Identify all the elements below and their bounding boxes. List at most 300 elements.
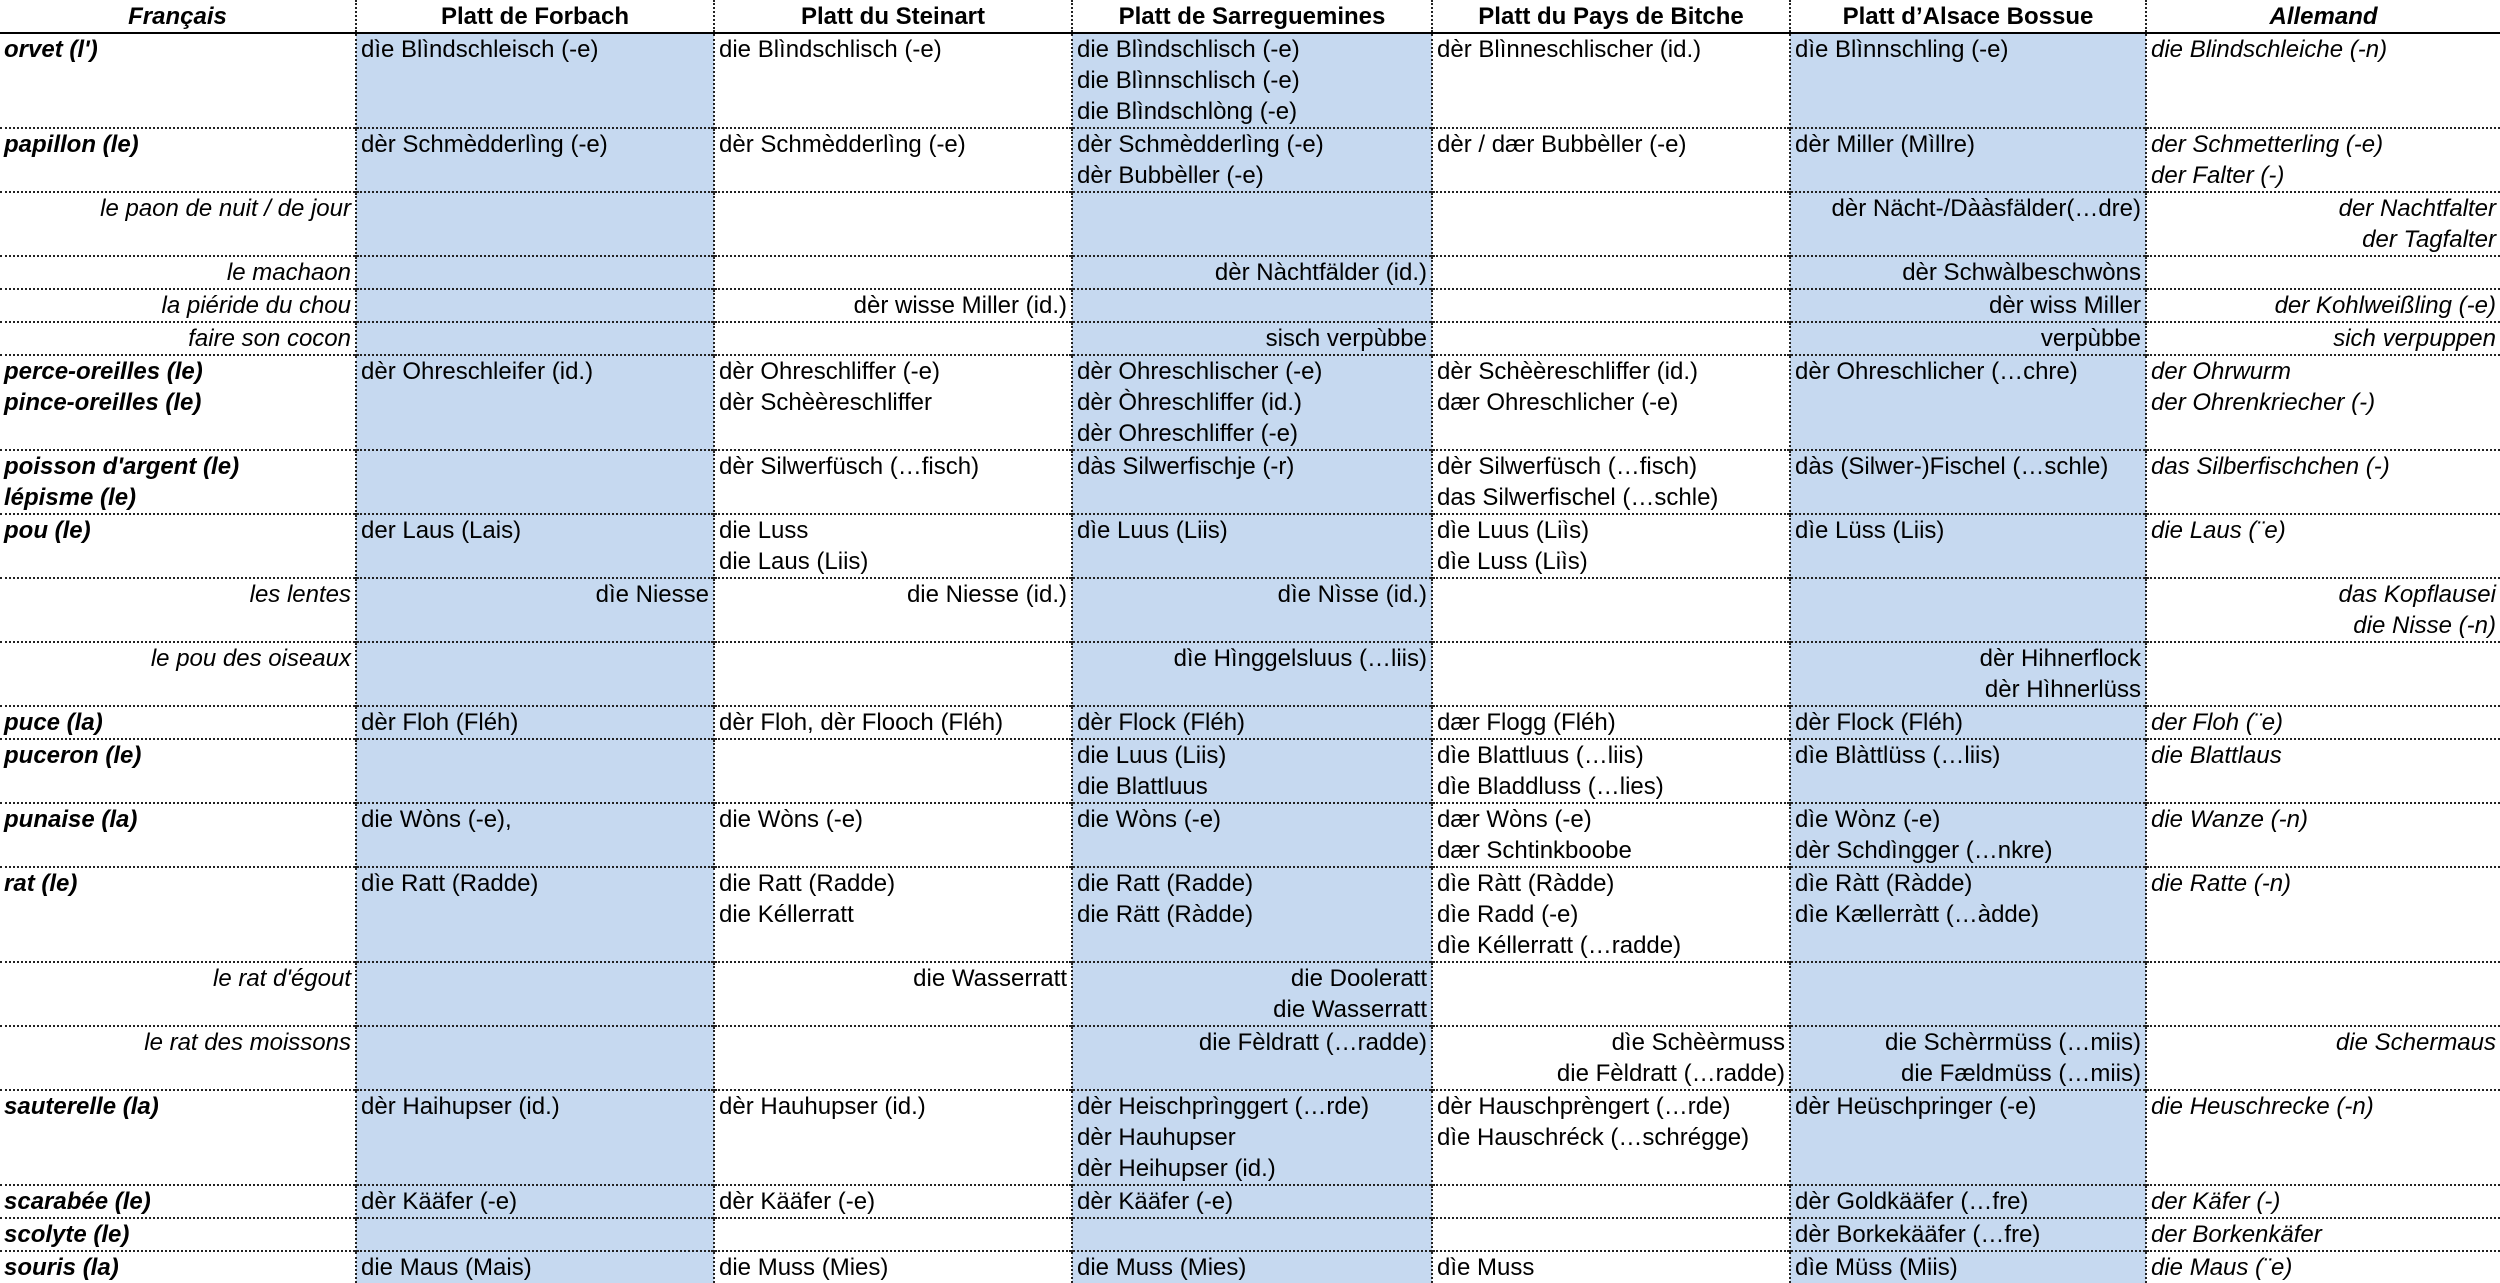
cell-text: die Luus (Liis) — [1077, 742, 1227, 769]
table-row — [0, 450, 2500, 514]
cell-bitche[interactable] — [1432, 706, 1790, 739]
cell-text: das Kopflausei — [2338, 581, 2496, 608]
cell-steinart[interactable] — [714, 1251, 1072, 1283]
cell-text: dìe Schèèrmuss — [1611, 1029, 1785, 1056]
cell-text: dèr Hauhupser — [1077, 1124, 1236, 1151]
cell-text: dèr Silwerfüsch (…fisch) — [1437, 453, 1698, 480]
cell-francais[interactable] — [0, 256, 356, 289]
cell-allemand[interactable] — [2146, 803, 2500, 867]
cell-text: dèr Kääfer (-e) — [719, 1188, 876, 1215]
cell-forbach[interactable] — [356, 642, 714, 706]
cell-sarreguemines[interactable] — [1072, 1185, 1432, 1218]
cell-text: die Wasserratt — [913, 965, 1067, 992]
cell-steinart[interactable] — [714, 322, 1072, 355]
cell-text: dìe Lüss (Liis) — [1795, 517, 1945, 544]
cell-text: dèr Schèèreschliffer — [719, 389, 932, 416]
cell-bitche[interactable] — [1432, 322, 1790, 355]
table-row — [0, 867, 2500, 962]
cell-text: die Ratte (-n) — [2151, 870, 2292, 897]
cell-francais[interactable] — [0, 450, 356, 514]
cell-steinart[interactable] — [714, 962, 1072, 1026]
cell-forbach[interactable] — [356, 33, 714, 128]
cell-sarreguemines[interactable] — [1072, 706, 1432, 739]
cell-text: puceron (le) — [4, 742, 142, 769]
cell-sarreguemines[interactable] — [1072, 739, 1432, 803]
cell-text: dèr Flock (Fléh) — [1077, 709, 1246, 736]
cell-text: der Laus (Lais) — [361, 517, 522, 544]
cell-allemand[interactable] — [2146, 322, 2500, 355]
cell-text: dìe Müss (Miis) — [1795, 1254, 1958, 1281]
cell-allemand[interactable] — [2146, 1251, 2500, 1283]
cell-text: dèr Hihnerflock — [1979, 645, 2141, 672]
cell-francais[interactable] — [0, 962, 356, 1026]
cell-text: dìe Ràtt (Ràdde) — [1437, 870, 1615, 897]
cell-text: dìe Luss (Liìs) — [1437, 548, 1588, 575]
cell-forbach[interactable] — [356, 962, 714, 1026]
cell-text: der Schmetterling (-e) — [2151, 131, 2384, 158]
cell-forbach[interactable] — [356, 578, 714, 642]
cell-sarreguemines[interactable] — [1072, 803, 1432, 867]
table-row — [0, 1185, 2500, 1218]
cell-text: dèr Hìhnerlüss — [1984, 676, 2141, 703]
header-bitche[interactable]: Platt du Pays de Bitche — [1432, 0, 1790, 33]
header-sarreguemines[interactable]: Platt de Sarreguemines — [1072, 0, 1432, 33]
cell-text: souris (la) — [4, 1254, 119, 1281]
table-row — [0, 128, 2500, 192]
cell-steinart[interactable] — [714, 1185, 1072, 1218]
cell-alsace-bossue[interactable] — [1790, 450, 2146, 514]
cell-francais[interactable] — [0, 739, 356, 803]
cell-bitche[interactable] — [1432, 803, 1790, 867]
cell-francais[interactable] — [0, 1218, 356, 1251]
cell-text: die Niesse (id.) — [906, 581, 1067, 608]
cell-allemand[interactable] — [2146, 450, 2500, 514]
cell-text: der Kohlweißling (-e) — [2274, 292, 2496, 319]
cell-allemand[interactable] — [2146, 867, 2500, 962]
cell-sarreguemines[interactable] — [1072, 1218, 1432, 1251]
cell-alsace-bossue[interactable] — [1790, 1218, 2146, 1251]
cell-sarreguemines[interactable] — [1072, 514, 1432, 578]
cell-bitche[interactable] — [1432, 450, 1790, 514]
cell-text: perce-oreilles (le) — [4, 358, 203, 385]
cell-bitche[interactable] — [1432, 289, 1790, 322]
cell-text: orvet (l') — [4, 36, 98, 63]
cell-text: dèr wiss Miller — [1988, 292, 2141, 319]
cell-sarreguemines[interactable] — [1072, 867, 1432, 962]
cell-sarreguemines[interactable] — [1072, 192, 1432, 256]
cell-text: dèr Schwàlbeschwòns — [1902, 259, 2141, 286]
cell-alsace-bossue[interactable] — [1790, 355, 2146, 450]
table-row — [0, 256, 2500, 289]
cell-forbach[interactable] — [356, 803, 714, 867]
cell-text: die Blattlaus — [2151, 742, 2282, 769]
cell-steinart[interactable] — [714, 1026, 1072, 1090]
cell-text: dèr / dær Bubbèller (-e) — [1437, 131, 1687, 158]
cell-forbach[interactable] — [356, 867, 714, 962]
cell-sarreguemines[interactable] — [1072, 289, 1432, 322]
cell-sarreguemines[interactable] — [1072, 1026, 1432, 1090]
table-row — [0, 355, 2500, 450]
cell-text: faire son cocon — [188, 325, 351, 352]
cell-allemand[interactable] — [2146, 514, 2500, 578]
cell-forbach[interactable] — [356, 1218, 714, 1251]
cell-forbach[interactable] — [356, 322, 714, 355]
cell-forbach[interactable] — [356, 739, 714, 803]
cell-francais[interactable] — [0, 192, 356, 256]
table-row — [0, 33, 2500, 128]
cell-text: die Wòns (-e) — [719, 806, 864, 833]
cell-forbach[interactable] — [356, 514, 714, 578]
header-row — [0, 0, 2500, 33]
cell-text: puce (la) — [4, 709, 103, 736]
cell-text: poisson d'argent (le) — [4, 453, 240, 480]
cell-steinart[interactable] — [714, 803, 1072, 867]
cell-text: dèr Ohreschliffer (-e) — [1077, 420, 1298, 447]
cell-text: dèr Floh, dèr Flooch (Fléh) — [719, 709, 1004, 736]
cell-steinart[interactable] — [714, 514, 1072, 578]
cell-bitche[interactable] — [1432, 1218, 1790, 1251]
cell-text: dær Flogg (Fléh) — [1437, 709, 1616, 736]
cell-text: pince-oreilles (le) — [4, 389, 202, 416]
cell-sarreguemines[interactable] — [1072, 1251, 1432, 1283]
table-row — [0, 192, 2500, 256]
cell-alsace-bossue[interactable] — [1790, 578, 2146, 642]
cell-text: dær Schtinkboobe — [1437, 837, 1632, 864]
cell-sarreguemines[interactable] — [1072, 962, 1432, 1026]
cell-alsace-bossue[interactable] — [1790, 1090, 2146, 1185]
cell-text: dèr Schmèdderlìng (-e) — [719, 131, 966, 158]
cell-text: dèr Floh (Fléh) — [361, 709, 519, 736]
cell-forbach[interactable] — [356, 450, 714, 514]
cell-text: der Floh (¨e) — [2151, 709, 2284, 736]
cell-text: dèr Blìnneschlischer (id.) — [1437, 36, 1702, 63]
cell-allemand[interactable] — [2146, 739, 2500, 803]
cell-text: die Kéllerratt — [719, 901, 854, 928]
cell-text: le rat d'égout — [212, 965, 351, 992]
cell-text: punaise (la) — [4, 806, 138, 833]
cell-francais[interactable] — [0, 289, 356, 322]
header-alsace-bossue[interactable]: Platt d’Alsace Bossue — [1790, 0, 2146, 33]
cell-forbach[interactable] — [356, 128, 714, 192]
cell-text: dèr Borkekääfer (…fre) — [1795, 1221, 2041, 1248]
cell-text: sisch verpùbbe — [1265, 325, 1427, 352]
cell-text: die Blìndschlòng (-e) — [1077, 98, 1298, 125]
cell-sarreguemines[interactable] — [1072, 642, 1432, 706]
cell-text: le rat des moissons — [144, 1029, 351, 1056]
cell-alsace-bossue[interactable] — [1790, 1026, 2146, 1090]
cell-text: dèr Kääfer (-e) — [1077, 1188, 1234, 1215]
cell-allemand[interactable] — [2146, 355, 2500, 450]
cell-francais[interactable] — [0, 706, 356, 739]
cell-alsace-bossue[interactable] — [1790, 33, 2146, 128]
cell-alsace-bossue[interactable] — [1790, 642, 2146, 706]
cell-allemand[interactable] — [2146, 1090, 2500, 1185]
cell-text: dìe Ratt (Radde) — [361, 870, 539, 897]
cell-alsace-bossue[interactable] — [1790, 706, 2146, 739]
header-francais[interactable]: Français — [0, 0, 356, 33]
cell-text: das Silwerfischel (…schle) — [1437, 484, 1719, 511]
cell-allemand[interactable] — [2146, 578, 2500, 642]
cell-text: die Wasserratt — [1273, 996, 1427, 1023]
cell-sarreguemines[interactable] — [1072, 256, 1432, 289]
table-row — [0, 803, 2500, 867]
cell-bitche[interactable] — [1432, 33, 1790, 128]
cell-bitche[interactable] — [1432, 867, 1790, 962]
cell-text: le machaon — [226, 259, 351, 286]
cell-text: dìe Ràtt (Ràdde) — [1795, 870, 1973, 897]
cell-francais[interactable] — [0, 128, 356, 192]
cell-text: dèr Ohreschlicher (…chre) — [1795, 358, 2078, 385]
cell-alsace-bossue[interactable] — [1790, 803, 2146, 867]
cell-francais[interactable] — [0, 322, 356, 355]
cell-allemand[interactable] — [2146, 192, 2500, 256]
cell-alsace-bossue[interactable] — [1790, 739, 2146, 803]
cell-text: dèr Heischprìnggert (…rde) — [1077, 1093, 1370, 1120]
cell-sarreguemines[interactable] — [1072, 33, 1432, 128]
cell-bitche[interactable] — [1432, 578, 1790, 642]
cell-alsace-bossue[interactable] — [1790, 1251, 2146, 1283]
cell-text: der Borkenkäfer — [2151, 1221, 2322, 1248]
cell-text: der Ohrwurm — [2151, 358, 2292, 385]
cell-francais[interactable] — [0, 1251, 356, 1283]
cell-text: pou (le) — [4, 517, 91, 544]
table-row — [0, 322, 2500, 355]
table-row — [0, 578, 2500, 642]
cell-steinart[interactable] — [714, 289, 1072, 322]
cell-forbach[interactable] — [356, 289, 714, 322]
cell-alsace-bossue[interactable] — [1790, 1185, 2146, 1218]
cell-steinart[interactable] — [714, 1090, 1072, 1185]
header-steinart[interactable]: Platt du Steinart — [714, 0, 1072, 33]
cell-alsace-bossue[interactable] — [1790, 514, 2146, 578]
cell-text: dìe Nìsse (id.) — [1277, 581, 1427, 608]
cell-text: die Schermaus — [2335, 1029, 2496, 1056]
table-row — [0, 514, 2500, 578]
cell-allemand[interactable] — [2146, 256, 2500, 289]
cell-allemand[interactable] — [2146, 33, 2500, 128]
cell-forbach[interactable] — [356, 1026, 714, 1090]
cell-alsace-bossue[interactable] — [1790, 322, 2146, 355]
cell-text: sauterelle (la) — [4, 1093, 159, 1120]
cell-text: die Fèldratt (…radde) — [1556, 1060, 1785, 1087]
cell-text: dìe Luus (Liis) — [1077, 517, 1228, 544]
cell-steinart[interactable] — [714, 739, 1072, 803]
cell-bitche[interactable] — [1432, 962, 1790, 1026]
cell-text: die Ratt (Radde) — [719, 870, 896, 897]
cell-alsace-bossue[interactable] — [1790, 128, 2146, 192]
cell-bitche[interactable] — [1432, 355, 1790, 450]
cell-text: die Muss (Mies) — [1077, 1254, 1247, 1281]
table-row — [0, 1026, 2500, 1090]
cell-francais[interactable] — [0, 514, 356, 578]
cell-text: papillon (le) — [4, 131, 139, 158]
cell-francais[interactable] — [0, 803, 356, 867]
cell-forbach[interactable] — [356, 1090, 714, 1185]
cell-text: dèr Hauschprèngert (…rde) — [1437, 1093, 1731, 1120]
cell-allemand[interactable] — [2146, 1026, 2500, 1090]
cell-bitche[interactable] — [1432, 256, 1790, 289]
cell-text: die Wanze (-n) — [2151, 806, 2308, 833]
table-row — [0, 739, 2500, 803]
cell-text: die Ratt (Radde) — [1077, 870, 1254, 897]
cell-text: der Käfer (-) — [2151, 1188, 2281, 1215]
cell-sarreguemines[interactable] — [1072, 1090, 1432, 1185]
cell-steinart[interactable] — [714, 1218, 1072, 1251]
cell-text: die Maus (Mais) — [361, 1254, 532, 1281]
cell-text: die Blìnnschlisch (-e) — [1077, 67, 1300, 94]
cell-steinart[interactable] — [714, 256, 1072, 289]
table-row — [0, 1251, 2500, 1283]
table-row — [0, 1090, 2500, 1185]
cell-text: dìe Radd (-e) — [1437, 901, 1579, 928]
header-forbach[interactable]: Platt de Forbach — [356, 0, 714, 33]
cell-alsace-bossue[interactable] — [1790, 256, 2146, 289]
table-row — [0, 962, 2500, 1026]
cell-text: dèr Haihupser (id.) — [361, 1093, 560, 1120]
cell-text: dìe Bladdluss (…lies) — [1437, 773, 1664, 800]
cell-text: die Blìndschlisch (-e) — [1077, 36, 1300, 63]
cell-text: die Heuschrecke (-n) — [2151, 1093, 2374, 1120]
cell-bitche[interactable] — [1432, 1185, 1790, 1218]
cell-bitche[interactable] — [1432, 1026, 1790, 1090]
cell-allemand[interactable] — [2146, 1185, 2500, 1218]
cell-alsace-bossue[interactable] — [1790, 867, 2146, 962]
cell-text: dèr Schmèdderlìng (-e) — [361, 131, 608, 158]
cell-allemand[interactable] — [2146, 128, 2500, 192]
cell-text: lépisme (le) — [4, 484, 137, 511]
cell-text: das Silberfischchen (-) — [2151, 453, 2390, 480]
cell-francais[interactable] — [0, 867, 356, 962]
cell-text: scolyte (le) — [4, 1221, 130, 1248]
cell-text: dèr Silwerfüsch (…fisch) — [719, 453, 980, 480]
cell-steinart[interactable] — [714, 355, 1072, 450]
cell-text: dìe Niesse — [595, 581, 709, 608]
cell-text: der Tagfalter — [2362, 226, 2496, 253]
cell-text: der Nachtfalter — [2338, 195, 2496, 222]
cell-forbach[interactable] — [356, 1185, 714, 1218]
cell-text: die Fældmüss (…miis) — [1900, 1060, 2141, 1087]
cell-text: dèr Bubbèller (-e) — [1077, 162, 1264, 189]
cell-bitche[interactable] — [1432, 514, 1790, 578]
cell-text: die Nisse (-n) — [2353, 612, 2496, 639]
cell-steinart[interactable] — [714, 450, 1072, 514]
cell-text: dèr wisse Miller (id.) — [853, 292, 1067, 319]
cell-sarreguemines[interactable] — [1072, 578, 1432, 642]
cell-alsace-bossue[interactable] — [1790, 289, 2146, 322]
cell-text: dìe Wònz (-e) — [1795, 806, 1941, 833]
cell-text: die Blindschleiche (-n) — [2151, 36, 2388, 63]
cell-francais[interactable] — [0, 578, 356, 642]
cell-text: dìe Hauschréck (…schrégge) — [1437, 1124, 1750, 1151]
cell-text: dèr Schdìngger (…nkre) — [1795, 837, 2053, 864]
cell-text: dàs (Silwer-)Fischel (…schle) — [1795, 453, 2109, 480]
cell-text: die Fèldratt (…radde) — [1198, 1029, 1427, 1056]
cell-text: dèr Nàchtfälder (id.) — [1214, 259, 1427, 286]
cell-text: dèr Kääfer (-e) — [361, 1188, 518, 1215]
table-body — [0, 33, 2500, 1283]
cell-bitche[interactable] — [1432, 642, 1790, 706]
cell-text: dèr Flock (Fléh) — [1795, 709, 1964, 736]
cell-sarreguemines[interactable] — [1072, 355, 1432, 450]
cell-text: die Maus (¨e) — [2151, 1254, 2293, 1281]
cell-allemand[interactable] — [2146, 642, 2500, 706]
cell-text: sich verpuppen — [2333, 325, 2496, 352]
cell-francais[interactable] — [0, 355, 356, 450]
cell-text: die Wòns (-e) — [1077, 806, 1222, 833]
cell-sarreguemines[interactable] — [1072, 128, 1432, 192]
cell-francais[interactable] — [0, 33, 356, 128]
cell-text: dìe Muss — [1437, 1254, 1535, 1281]
table-row — [0, 1218, 2500, 1251]
cell-text: dìe Hìnggelsluus (…liis) — [1173, 645, 1427, 672]
cell-bitche[interactable] — [1432, 192, 1790, 256]
cell-sarreguemines[interactable] — [1072, 450, 1432, 514]
cell-steinart[interactable] — [714, 642, 1072, 706]
cell-forbach[interactable] — [356, 1251, 714, 1283]
cell-text: dèr Schmèdderlìng (-e) — [1077, 131, 1324, 158]
cell-forbach[interactable] — [356, 256, 714, 289]
cell-text: dèr Goldkääfer (…fre) — [1795, 1188, 2029, 1215]
cell-text: die Blìndschlisch (-e) — [719, 36, 942, 63]
cell-allemand[interactable] — [2146, 1218, 2500, 1251]
cell-alsace-bossue[interactable] — [1790, 192, 2146, 256]
cell-allemand[interactable] — [2146, 962, 2500, 1026]
table-row — [0, 706, 2500, 739]
cell-steinart[interactable] — [714, 867, 1072, 962]
cell-text: dèr Ohreschliffer (-e) — [719, 358, 940, 385]
cell-text: dèr Heüschpringer (-e) — [1795, 1093, 2037, 1120]
cell-text: dèr Hauhupser (id.) — [719, 1093, 926, 1120]
cell-francais[interactable] — [0, 1090, 356, 1185]
cell-text: dìe Blattluus (…liis) — [1437, 742, 1644, 769]
cell-bitche[interactable] — [1432, 1090, 1790, 1185]
table-row — [0, 642, 2500, 706]
cell-text: die Schèrrmüss (…miis) — [1884, 1029, 2141, 1056]
cell-text: dær Ohreschlicher (-e) — [1437, 389, 1679, 416]
cell-text: dìe Kællerràtt (…àdde) — [1795, 901, 2040, 928]
cell-text: die Luss — [719, 517, 809, 544]
cell-text: dèr Heihupser (id.) — [1077, 1155, 1276, 1182]
cell-text: die Wòns (-e), — [361, 806, 512, 833]
cell-steinart[interactable] — [714, 578, 1072, 642]
cell-francais[interactable] — [0, 1026, 356, 1090]
cell-text: les lentes — [249, 581, 351, 608]
cell-alsace-bossue[interactable] — [1790, 962, 2146, 1026]
cell-steinart[interactable] — [714, 33, 1072, 128]
cell-text: die Muss (Mies) — [719, 1254, 889, 1281]
cell-text: la piéride du chou — [161, 292, 351, 319]
cell-text: dèr Ohreschlischer (-e) — [1077, 358, 1323, 385]
cell-steinart[interactable] — [714, 706, 1072, 739]
cell-forbach[interactable] — [356, 706, 714, 739]
cell-forbach[interactable] — [356, 355, 714, 450]
cell-steinart[interactable] — [714, 192, 1072, 256]
cell-allemand[interactable] — [2146, 289, 2500, 322]
cell-bitche[interactable] — [1432, 1251, 1790, 1283]
cell-text: die Blattluus — [1077, 773, 1208, 800]
cell-bitche[interactable] — [1432, 128, 1790, 192]
cell-francais[interactable] — [0, 1185, 356, 1218]
header-allemand[interactable]: Allemand — [2146, 0, 2500, 33]
cell-allemand[interactable] — [2146, 706, 2500, 739]
cell-steinart[interactable] — [714, 128, 1072, 192]
cell-text: die Rätt (Ràdde) — [1077, 901, 1254, 928]
cell-sarreguemines[interactable] — [1072, 322, 1432, 355]
cell-bitche[interactable] — [1432, 739, 1790, 803]
cell-forbach[interactable] — [356, 192, 714, 256]
cell-francais[interactable] — [0, 642, 356, 706]
cell-text: dèr Nächt-/Dààsfälder(…dre) — [1831, 195, 2141, 222]
